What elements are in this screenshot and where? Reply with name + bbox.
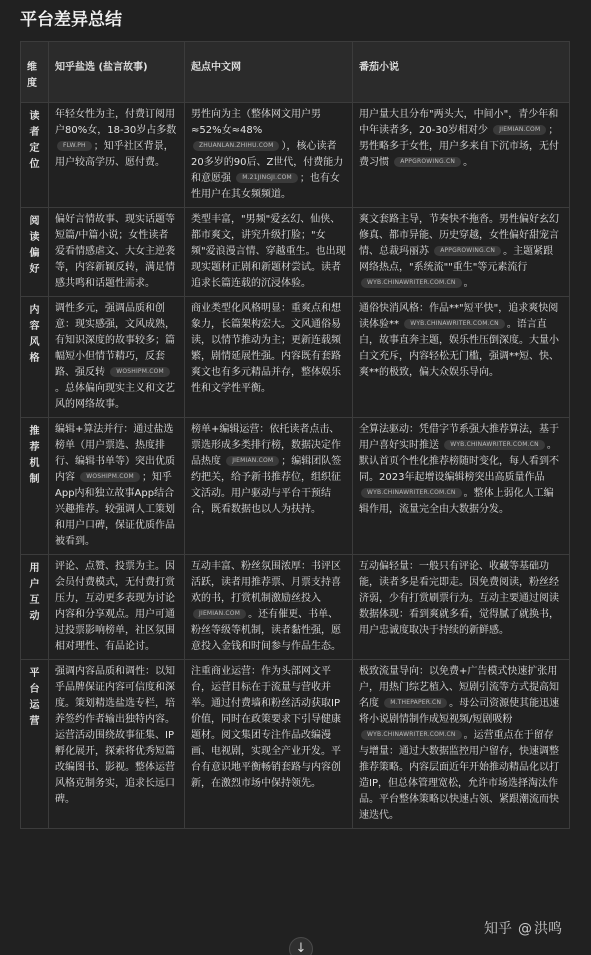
- cell-text: ；编辑团队签约把关，给予新书推荐位，组织征文活动。用户驱动与平台干预结合，既看数据也以人为扶持。: [191, 456, 342, 515]
- cell-text: ；也有女性用户在其女频频道。: [191, 173, 340, 200]
- cell-text: 男性向为主（整体网文用户男≈52%女≈48%: [191, 109, 321, 136]
- cell-zhihu: [49, 418, 185, 555]
- cell-zhihu: [49, 103, 185, 208]
- source-badge[interactable]: JIEMIAN.COM: [193, 609, 246, 619]
- cell-text: ；男性略多于女性，用户多来自下沉市场，无付费习惯: [359, 125, 559, 168]
- row-dimension-label: 读者定位: [29, 111, 40, 170]
- table-row: [21, 297, 570, 418]
- source-badge[interactable]: WOSHIPM.COM: [110, 367, 170, 377]
- cell-text: 类型丰富，"男频"爱玄幻、仙侠、都市爽文，讲究升级打脸；"女频"爱浪漫言情、穿越重生。也出现现实题材正剧和新题材尝试。读者追求长篇连载的沉浸体验。: [191, 214, 346, 289]
- source-badge[interactable]: JIEMIAN.COM: [226, 456, 279, 466]
- cell-zhihu: [49, 555, 185, 660]
- cell-text: 强调内容品质和调性：以知乎品牌保证内容可信度和深度。策划精选盐选专栏，培养签约作者输出独特内容。运营活动围绕故事征集、IP孵化展开，探索将优秀短篇改编图书、影视。整体运营风格克制务实，追求长远口碑。: [55, 666, 175, 805]
- cell-text: 。还有催更、书单、粉丝等级等机制，读者黏性强，愿意投入金钱和时间参与作品生态。: [191, 609, 341, 652]
- cell-text: 爽文套路主导，节奏快不拖沓。男性偏好玄幻修真、都市异能、历史穿越，女性偏好甜宠言情、总裁玛丽苏: [359, 214, 559, 257]
- table-row: [21, 555, 570, 660]
- source-badge[interactable]: JIEMIAN.COM: [493, 125, 546, 135]
- row-dimension-cell: [21, 660, 49, 829]
- source-badge[interactable]: APPGROWING.CN: [434, 246, 501, 256]
- cell-qidian: [185, 103, 353, 208]
- cell-fanqie: [353, 418, 570, 555]
- cell-text: ），核心读者20多岁的90后、Z世代，付费能力和意愿强: [191, 141, 344, 184]
- row-dimension-cell: [21, 103, 49, 208]
- source-badge[interactable]: FLW.PH: [57, 141, 92, 151]
- cell-qidian: [185, 660, 353, 829]
- scroll-down-button[interactable]: [289, 937, 313, 955]
- row-dimension-label: 用户互动: [29, 563, 40, 622]
- row-dimension-label: 内容风格: [29, 305, 40, 364]
- cell-qidian: [185, 297, 353, 418]
- header-qidian: 起点中文网: [185, 42, 353, 103]
- cell-text: 评论、点赞、投票为主。因会员付费模式，无付费打赏压力，互动更多表现为讨论内容和分享观点。用户可通过投票影响榜单，社区氛围相对理性、有品论讨。: [55, 561, 175, 652]
- row-dimension-label: 阅读偏好: [29, 216, 40, 275]
- cell-text: 。总体偏向现实主义和文艺风的网络故事。: [55, 383, 175, 410]
- source-badge[interactable]: WYB.CHINAWRITER.COM.CN: [361, 488, 462, 498]
- row-dimension-label: 推荐机制: [29, 426, 40, 485]
- cell-text: 。母公司资源使其能迅速将小说剧情制作成短视频/短剧吸粉: [359, 698, 560, 725]
- cell-text: 极致流量导向：以免费+广告模式快速扩张用户，用热门综艺植入、短剧引流等方式提高知名度: [359, 666, 559, 709]
- watermark-site: 知乎: [484, 921, 512, 937]
- cell-text: 。: [463, 157, 474, 168]
- cell-text: 互动偏轻量：一般只有评论、收藏等基础功能，读者多是看完即走。因免费阅读，粉丝经济弱，少有打赏刷票行为。互动主要通过阅读数据体现：看到爽就多看，觉得腻了就换书，用户忠诚度取决于持续的新鲜感。: [359, 561, 559, 636]
- cell-qidian: [185, 555, 353, 660]
- table-row: [21, 103, 570, 208]
- cell-zhihu: [49, 208, 185, 297]
- source-badge[interactable]: M.THEPAPER.CN: [384, 698, 447, 708]
- watermark-user: 洪鸣: [534, 921, 562, 937]
- watermark-at: @: [518, 921, 532, 937]
- watermark: [484, 918, 562, 938]
- source-badge[interactable]: M.21JINGJI.COM: [236, 173, 298, 183]
- cell-zhihu: [49, 297, 185, 418]
- row-dimension-cell: [21, 418, 49, 555]
- cell-qidian: [185, 418, 353, 555]
- cell-text: 调性多元，强调品质和创意：现实感强，文风成熟，有知识深度的故事较多；篇幅短小但情节精巧，反套路、强反转: [55, 303, 175, 378]
- cell-text: 注重商业运营：作为头部网文平台，运营目标在于流量与营收并举。通过付费墙和粉丝活动获取IP价值，同时在政策要求下引导健康题材。阅文集团专注作品改编漫画、电视剧，实现全产业开发。平台有意识地平衡畅销套路与内容创新，在激烈市场中保持领先。: [191, 666, 341, 789]
- source-badge[interactable]: WYB.CHINAWRITER.COM.CN: [404, 319, 505, 329]
- table-body: [21, 103, 570, 829]
- table-row: [21, 660, 570, 829]
- cell-fanqie: [353, 208, 570, 297]
- header-zhihu: 知乎盐选 (盐言故事): [49, 42, 185, 103]
- cell-text: 通俗快消风格：作品**"短平快"，追求爽快阅读体验**: [359, 303, 559, 330]
- row-dimension-cell: [21, 555, 49, 660]
- cell-text: 。语言直白，故事直奔主题，娱乐性压倒深度。大量小白文充斥，内容轻松无门槛，强调**短、快、爽**的极致，偏大众娱乐导向。: [359, 319, 559, 378]
- cell-text: 偏好言情故事、现实话题等短篇/中篇小说；女性读者爱看情感虐文、大女主逆袭等，内容新颖反转，满足情感共鸣和话题性需求。: [55, 214, 175, 289]
- source-badge[interactable]: WYB.CHINAWRITER.COM.CN: [361, 278, 462, 288]
- arrow-down-icon: ↓: [295, 941, 307, 955]
- comparison-table: [20, 41, 570, 829]
- cell-text: 。默认首页个性化推荐榜随时变化，每人看到不同。2023年起增设编辑榜突出高质量作品: [359, 440, 559, 483]
- cell-fanqie: [353, 660, 570, 829]
- cell-text: 。: [463, 278, 474, 289]
- cell-fanqie: [353, 103, 570, 208]
- cell-text: ；知乎App内和独立故事App结合兴趣推荐。较强调人工策划和用户口碑，保证优质作品被看到。: [55, 472, 175, 547]
- cell-fanqie: [353, 555, 570, 660]
- header-fanqie: 番茄小说: [353, 42, 570, 103]
- cell-text: 榜单+编辑运营：依托读者点击、票选形成多类排行榜，数据决定作品热度: [191, 424, 341, 467]
- cell-text: 。运营重点在于留存与增量：通过大数据监控用户留存，快速调整推荐策略。内容层面近年开始推动精品化以打造IP，但总体管理宽松，允许市场选择淘汰作品。平台整体策略以快速占领、紧跟潮流而快速迭代。: [359, 730, 559, 821]
- cell-zhihu: [49, 660, 185, 829]
- cell-fanqie: [353, 297, 570, 418]
- table-row: [21, 418, 570, 555]
- cell-text: 年轻女性为主，付费订阅用户80%女，18-30岁占多数: [55, 109, 177, 136]
- cell-text: 用户量大且分布"两头大，中间小"，青少年和中年读者多，20-30岁相对少: [359, 109, 559, 136]
- source-badge[interactable]: WYB.CHINAWRITER.COM.CN: [444, 440, 545, 450]
- cell-text: 商业类型化风格明显：重爽点和想象力，长篇架构宏大。文风通俗易读，以情节推动为主；更新连载频繁，剧情延展性强。内容既有套路爽文也有多元精品并存，整体娱乐性和文学性平衡。: [191, 303, 341, 394]
- source-badge[interactable]: ZHUANLAN.ZHIHU.COM: [193, 141, 279, 151]
- cell-text: 。主题紧跟网络热点，"系统流""重生"等元素流行: [359, 246, 554, 273]
- table-row: [21, 208, 570, 297]
- cell-text: 互动丰富、粉丝氛围浓厚：书评区活跃，读者用推荐票、月票支持喜欢的书，打赏机制激励丝投入: [191, 561, 341, 604]
- header-dimension: 维度: [21, 42, 49, 103]
- cell-text: 编辑+算法并行：通过盐选榜单（用户票选、热度排行、编辑书单等）突出优质内容: [55, 424, 175, 483]
- row-dimension-cell: [21, 297, 49, 418]
- cell-text: ；知乎社区背景，用户较高学历、愿付费。: [55, 141, 174, 168]
- row-dimension-cell: [21, 208, 49, 297]
- source-badge[interactable]: WOSHIPM.COM: [80, 472, 140, 482]
- source-badge[interactable]: APPGROWING.CN: [394, 157, 461, 167]
- row-dimension-label: 平台运营: [29, 668, 40, 727]
- cell-text: 全算法驱动：凭借字节系强大推荐算法，基于用户喜好实时推送: [359, 424, 559, 451]
- cell-text: 。整体上弱化人工编辑作用，流量完全由大数据分发。: [359, 488, 554, 515]
- page-title: 平台差异总结: [20, 10, 122, 30]
- cell-qidian: [185, 208, 353, 297]
- source-badge[interactable]: WYB.CHINAWRITER.COM.CN: [361, 730, 462, 740]
- table-header-row: [21, 42, 570, 103]
